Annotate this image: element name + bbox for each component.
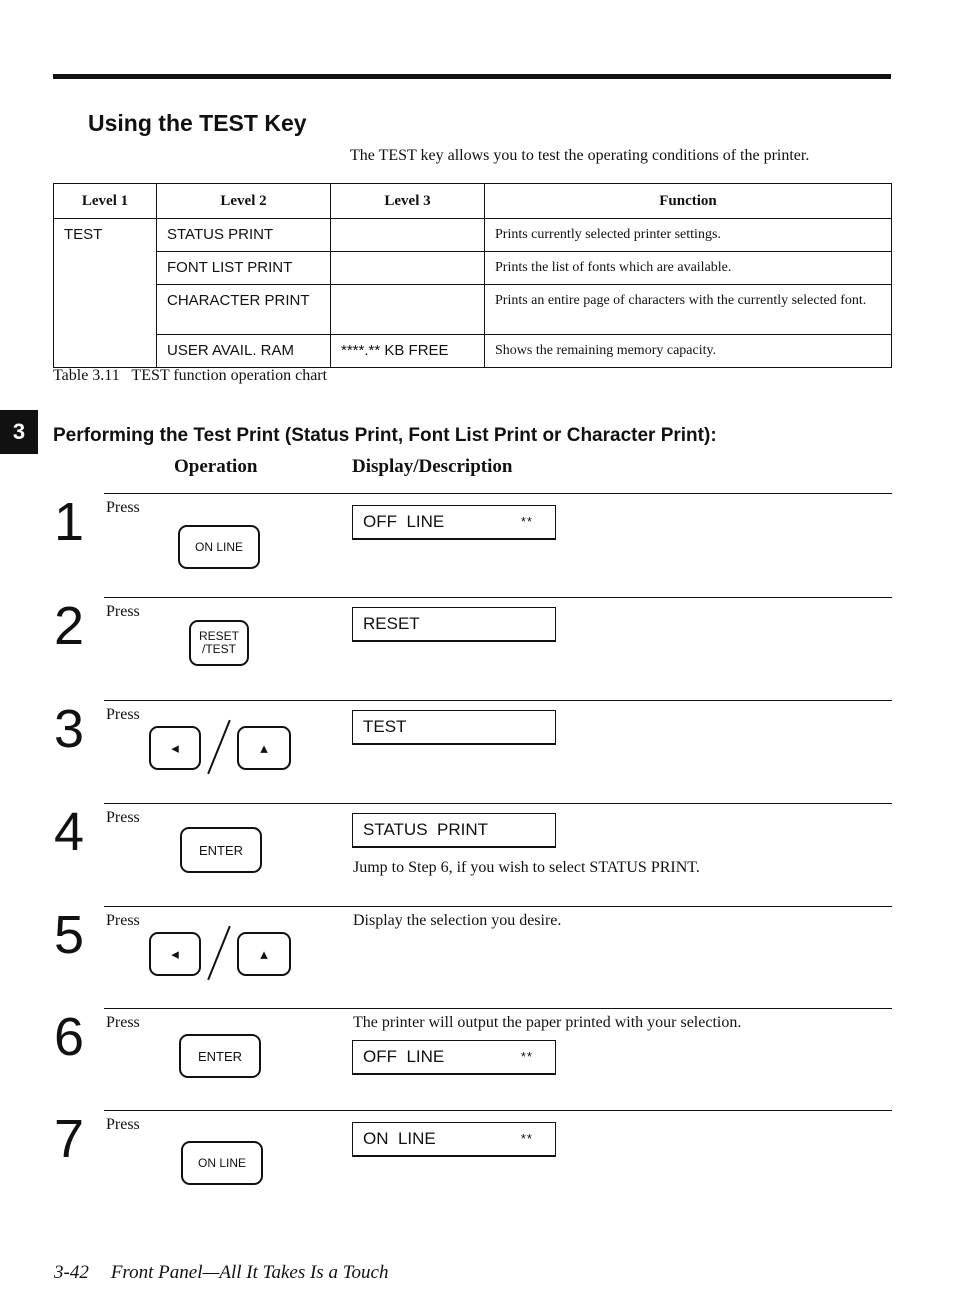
level3-cell <box>331 219 485 252</box>
step-number: 2 <box>54 596 85 656</box>
table-row <box>54 335 892 368</box>
lcd-stars: ** <box>520 514 533 529</box>
intro-text: The TEST key allows you to test the operating conditions of the printer. <box>350 147 810 164</box>
lcd-display <box>352 1122 556 1157</box>
footer-title: Front Panel—All It Takes Is a Touch <box>110 1262 389 1283</box>
up-arrow-key[interactable] <box>237 726 291 770</box>
lcd-text: STATUS PRINT <box>363 820 488 839</box>
level2-cell: FONT LIST PRINT <box>157 252 331 285</box>
up-arrow-icon: ▴ <box>260 739 268 757</box>
table-row <box>54 219 892 252</box>
slash-divider <box>207 720 231 775</box>
step-1 <box>0 493 954 593</box>
press-label: Press <box>106 706 140 723</box>
press-label: Press <box>106 1116 140 1133</box>
step-rule <box>104 700 892 701</box>
lcd-display <box>352 607 556 642</box>
function-cell: Shows the remaining memory capacity. <box>485 335 892 368</box>
enter-key[interactable]: ENTER <box>179 1034 261 1078</box>
step-number: 1 <box>54 492 85 552</box>
test-key-label: /TEST <box>201 642 236 656</box>
operation-column-header: Operation <box>174 456 258 477</box>
on-line-key[interactable]: ON LINE <box>178 525 260 569</box>
step-note: The printer will output the paper printed with your selection. <box>353 1014 742 1031</box>
function-cell: Prints an entire page of characters with the currently selected font. <box>485 285 892 335</box>
step-rule <box>104 597 892 598</box>
press-label: Press <box>106 499 140 516</box>
lcd-stars: ** <box>520 1131 533 1146</box>
table-row <box>54 285 892 335</box>
test-function-table <box>53 183 892 368</box>
lcd-text: RESET <box>363 614 420 633</box>
lcd-display <box>352 505 556 540</box>
press-label: Press <box>106 809 140 826</box>
lcd-text: OFF LINE <box>363 1047 445 1066</box>
step-number: 3 <box>54 699 85 759</box>
table-row <box>54 252 892 285</box>
step-note: Jump to Step 6, if you wish to select STATUS PRINT. <box>353 859 700 876</box>
header-level2: Level 2 <box>157 184 331 219</box>
level3-cell <box>331 252 485 285</box>
step-rule <box>104 906 892 907</box>
reset-test-key[interactable] <box>189 620 249 666</box>
level3-cell: ****.** KB FREE <box>331 335 485 368</box>
step-5 <box>0 906 954 1006</box>
table-header-row <box>54 184 892 219</box>
lcd-stars: ** <box>520 1049 533 1064</box>
step-rule <box>104 1008 892 1009</box>
table-caption: Table 3.11 TEST function operation chart <box>53 367 328 384</box>
step-4 <box>0 803 954 903</box>
level3-cell <box>331 285 485 335</box>
on-line-key[interactable]: ON LINE <box>181 1141 263 1185</box>
section-title: Using the TEST Key <box>88 110 307 136</box>
lcd-text: OFF LINE <box>363 512 445 531</box>
left-arrow-key[interactable] <box>149 726 201 770</box>
step-7 <box>0 1110 954 1210</box>
lcd-display <box>352 813 556 848</box>
up-arrow-key[interactable] <box>237 932 291 976</box>
top-rule <box>53 74 891 79</box>
level2-cell: CHARACTER PRINT <box>157 285 331 335</box>
step-number: 4 <box>54 802 85 862</box>
left-arrow-icon: ◂ <box>171 945 179 963</box>
up-arrow-icon: ▴ <box>260 945 268 963</box>
step-number: 6 <box>54 1007 85 1067</box>
level2-cell: USER AVAIL. RAM <box>157 335 331 368</box>
page-footer <box>54 1262 388 1284</box>
step-rule <box>104 803 892 804</box>
chapter-tab: 3 <box>0 410 38 454</box>
enter-key[interactable]: ENTER <box>180 827 262 873</box>
function-cell: Prints the list of fonts which are available. <box>485 252 892 285</box>
step-note: Display the selection you desire. <box>353 912 562 929</box>
display-column-header: Display/Description <box>352 456 513 477</box>
lcd-text: TEST <box>363 717 407 736</box>
lcd-display <box>352 1040 556 1075</box>
function-cell: Prints currently selected printer settings. <box>485 219 892 252</box>
step-number: 5 <box>54 905 85 965</box>
step-rule <box>104 493 892 494</box>
step-3 <box>0 700 954 800</box>
lcd-text: ON LINE <box>363 1129 436 1148</box>
press-label: Press <box>106 912 140 929</box>
level1-cell: TEST <box>54 219 157 368</box>
lcd-display <box>352 710 556 745</box>
left-arrow-key[interactable] <box>149 932 201 976</box>
level2-cell: STATUS PRINT <box>157 219 331 252</box>
header-function: Function <box>485 184 892 219</box>
page-number: 3-42 <box>54 1262 89 1283</box>
step-number: 7 <box>54 1109 85 1169</box>
slash-divider <box>207 926 231 981</box>
left-arrow-icon: ◂ <box>171 739 179 757</box>
press-label: Press <box>106 603 140 620</box>
step-2 <box>0 597 954 697</box>
step-rule <box>104 1110 892 1111</box>
reset-key-label: RESET <box>198 629 239 643</box>
step-6 <box>0 1008 954 1108</box>
header-level1: Level 1 <box>54 184 157 219</box>
press-label: Press <box>106 1014 140 1031</box>
header-level3: Level 3 <box>331 184 485 219</box>
procedure-title: Performing the Test Print (Status Print, Font List Print or Character Print): <box>53 425 717 446</box>
